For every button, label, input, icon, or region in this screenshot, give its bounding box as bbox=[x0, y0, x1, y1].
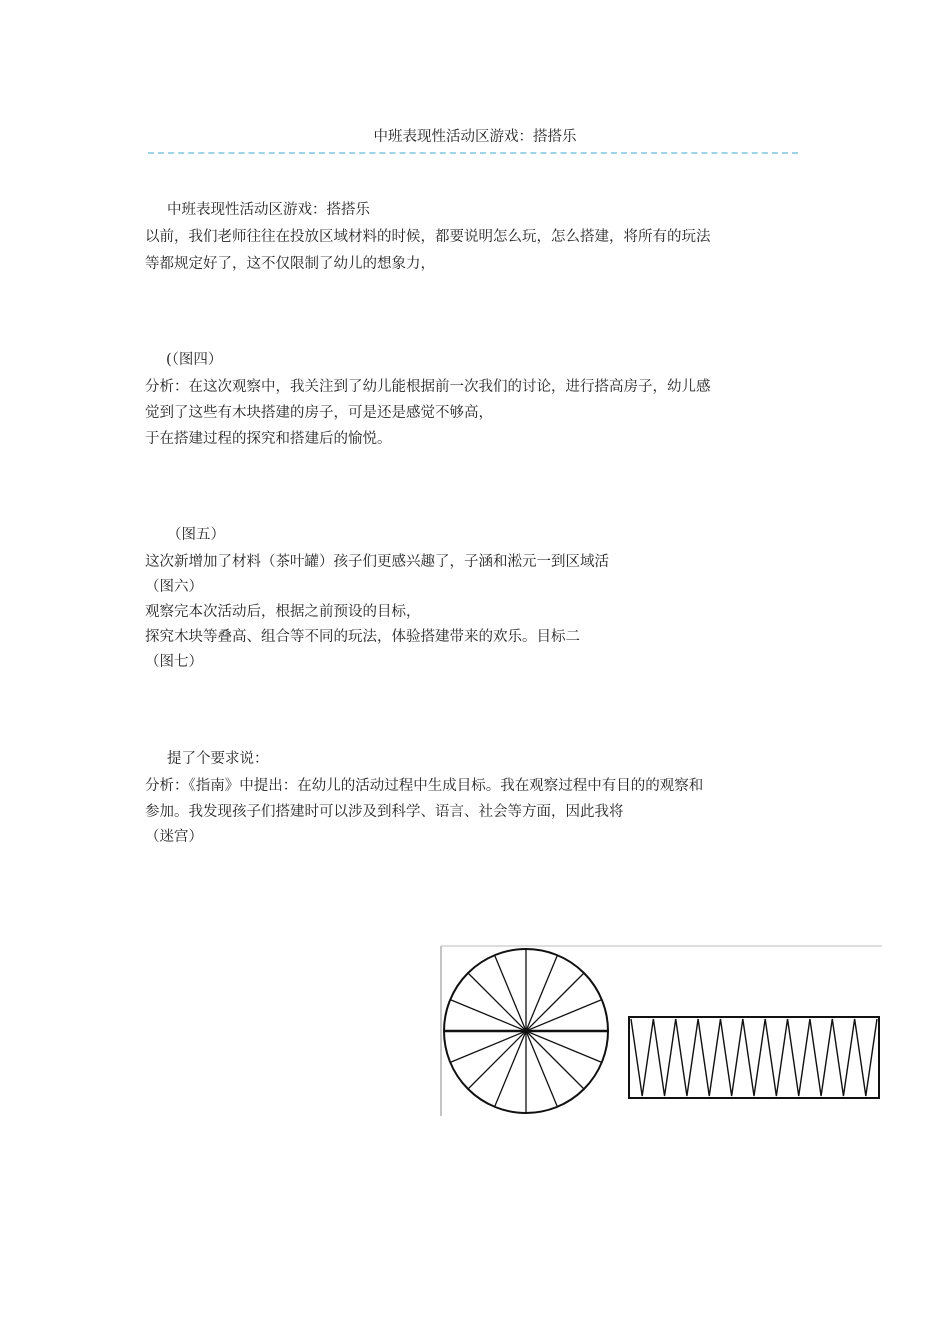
spoked-wheel-diagram bbox=[444, 949, 608, 1113]
figure-caption: (（图四） bbox=[166, 352, 223, 368]
paragraph-line: 观察完本次活动后，根据之前预设的目标， bbox=[145, 604, 421, 620]
document-title: 中班表现性活动区游戏：搭搭乐 bbox=[373, 129, 577, 145]
figure-caption: （迷宫） bbox=[145, 829, 203, 845]
paragraph-line: 等都规定好了，这不仅限制了幼儿的想象力， bbox=[145, 256, 435, 272]
zigzag-pattern-diagram bbox=[629, 1017, 879, 1098]
pattern-figure bbox=[440, 944, 882, 1118]
paragraph-line: 分析：在这次观察中，我关注到了幼儿能根据前一次我们的讨论，进行搭高房子，幼儿感 bbox=[145, 379, 711, 395]
paragraph-line: 参加。我发现孩子们搭建时可以涉及到科学、语言、社会等方面，因此我将 bbox=[145, 804, 624, 820]
section-heading: 中班表现性活动区游戏：搭搭乐 bbox=[167, 202, 370, 218]
figure-caption: （图五） bbox=[167, 527, 225, 543]
paragraph-line: 分析：《指南》中提出：在幼儿的活动过程中生成目标。我在观察过程中有目的的观察和 bbox=[145, 778, 704, 794]
figure-caption: （图七） bbox=[145, 654, 203, 670]
paragraph-line: 以前，我们老师往往在投放区域材料的时候，都要说明怎么玩，怎么搭建，将所有的玩法 bbox=[145, 229, 711, 245]
paragraph-line: 觉到了这些有木块搭建的房子，可是还是感觉不够高， bbox=[145, 405, 493, 421]
paragraph-line: 提了个要求说： bbox=[167, 751, 269, 767]
title-divider bbox=[148, 152, 798, 154]
paragraph-line: 这次新增加了材料（茶叶罐）孩子们更感兴趣了，子涵和淞元一到区域活 bbox=[145, 554, 609, 570]
figure-caption: （图六） bbox=[145, 579, 203, 595]
paragraph-line: 探究木块等叠高、组合等不同的玩法，体验搭建带来的欢乐。目标二 bbox=[145, 629, 580, 645]
zigzag-line bbox=[631, 1019, 877, 1096]
paragraph-line: 于在搭建过程的探究和搭建后的愉悦。 bbox=[145, 431, 392, 447]
